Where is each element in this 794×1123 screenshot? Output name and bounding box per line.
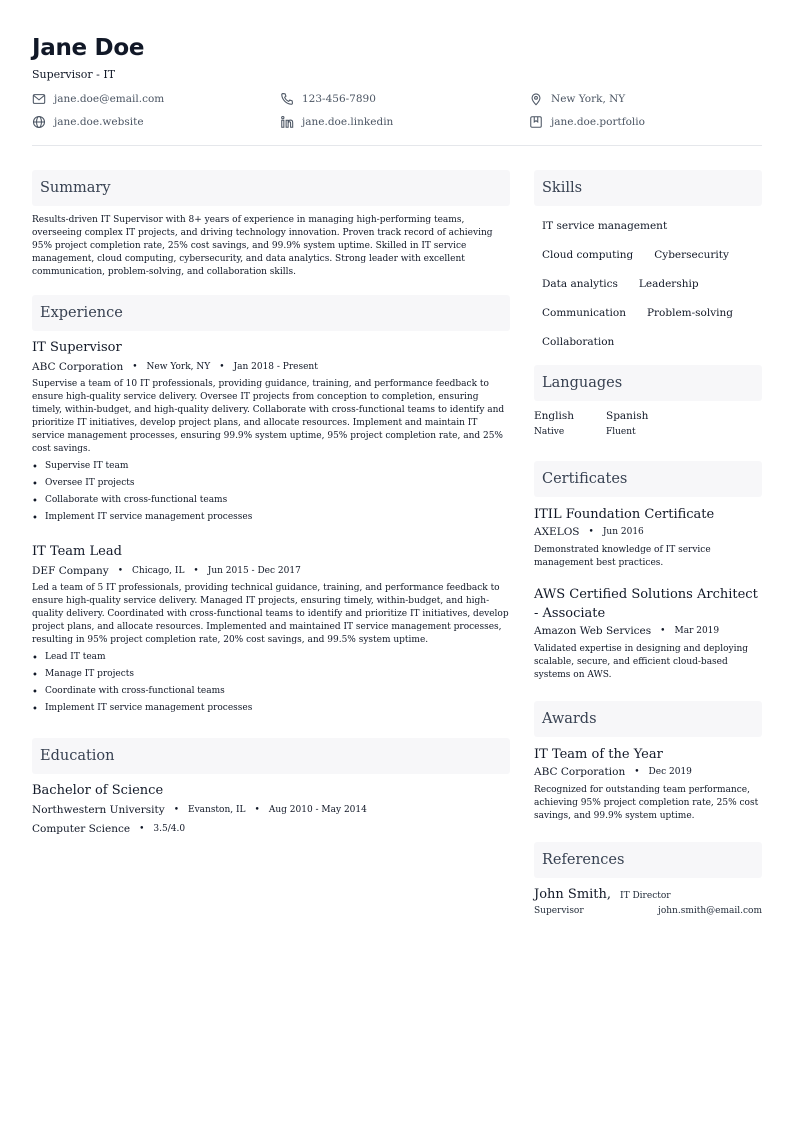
skills-heading: Skills (534, 170, 762, 206)
experience-heading: Experience (32, 295, 510, 331)
company-name: ABC Corporation (32, 361, 124, 373)
certificate-item (534, 585, 762, 682)
skill-tag: Communication (534, 303, 634, 323)
awards-heading: Awards (534, 701, 762, 737)
language-item (534, 410, 574, 437)
list-item: • Implement IT service management processes (32, 702, 510, 715)
school-location: Evanston, IL (188, 805, 246, 815)
certificates-heading: Certificates (534, 461, 762, 497)
award-description: Recognized for outstanding team performance, achieving 95% project completion rate, 25% cost savings, and 99.9% system uptime. (534, 785, 759, 821)
experience-item (32, 544, 510, 719)
certificate-item (534, 505, 762, 570)
language-name: Spanish (606, 410, 649, 422)
skill-tag: IT service management (534, 216, 675, 236)
job-dates: Jun 2015 - Dec 2017 (207, 566, 301, 576)
school-name: Northwestern University (32, 804, 165, 816)
language-name: English (534, 410, 575, 422)
education-item (32, 783, 510, 835)
language-item (606, 410, 648, 437)
separator-dot: • (634, 767, 640, 777)
reference-item (534, 887, 762, 916)
language-level: Fluent (606, 427, 636, 437)
education-heading: Education (32, 738, 510, 774)
award-item (534, 745, 762, 823)
education-dates: Aug 2010 - May 2014 (268, 805, 367, 815)
skills-list (534, 214, 762, 359)
reference-email[interactable]: john.smith@email.com (658, 906, 762, 916)
list-item: • Collaborate with cross-functional teams (32, 494, 510, 507)
separator-dot: • (254, 805, 260, 815)
skill-tag: Collaboration (534, 332, 622, 352)
contact-location: New York, NY (529, 92, 625, 106)
certificate-description: Validated expertise in designing and deploying scalable, secure, and efficient cloud-based systems on AWS. (534, 644, 749, 680)
field-of-study: Computer Science (32, 823, 131, 835)
award-meta (534, 766, 762, 778)
separator-dot: • (588, 527, 594, 537)
job-meta (32, 361, 510, 373)
contact-website[interactable]: jane.doe.website (32, 115, 144, 129)
references-heading: References (534, 842, 762, 878)
separator-dot: • (173, 805, 179, 815)
list-item: • Coordinate with cross-functional teams (32, 685, 510, 698)
job-title: IT Supervisor (32, 340, 122, 355)
certificate-title: ITIL Foundation Certificate (534, 507, 715, 522)
award-title: IT Team of the Year (534, 747, 663, 762)
header-divider (32, 145, 762, 146)
candidate-name: Jane Doe (32, 35, 145, 61)
reference-title: IT Director (620, 891, 671, 901)
separator-dot: • (139, 824, 145, 834)
reference-name: John Smith, (534, 887, 612, 902)
separator-dot: • (132, 362, 138, 372)
list-item: • Supervise IT team (32, 460, 510, 473)
contact-linkedin[interactable]: jane.doe.linkedin (280, 115, 393, 129)
award-issuer: ABC Corporation (534, 766, 626, 778)
skill-tag: Data analytics (534, 274, 626, 294)
degree: Bachelor of Science (32, 783, 164, 798)
mail-icon (32, 92, 46, 106)
job-description: Supervise a team of 10 IT professionals, providing guidance, training, and performance feedback to ensure high-quality service delivery. Oversee IT projects from conception to completion, ensuring timely, within-budget, and high-quality delivery. Collaborate with cross-functional teams to identify and prioritize IT initiatives, develop project plans, and allocate resources. Implement and maintain IT service management processes, ensuring 99.9% system uptime, 95% project completion rate, and 25% cost savings. (32, 379, 505, 454)
globe-icon (32, 115, 46, 129)
education-field-meta (32, 823, 510, 835)
resume-header (32, 33, 762, 128)
list-item: • Manage IT projects (32, 668, 510, 681)
skill-tag: Cloud computing (534, 245, 641, 265)
contact-portfolio[interactable]: jane.doe.portfolio (529, 115, 645, 129)
skill-tag: Leadership (631, 274, 707, 294)
company-name: DEF Company (32, 565, 109, 577)
certificate-description: Demonstrated knowledge of IT service management best practices. (534, 545, 711, 568)
languages-heading: Languages (534, 365, 762, 401)
separator-dot: • (219, 362, 225, 372)
separator-dot: • (193, 566, 199, 576)
separator-dot: • (660, 626, 666, 636)
experience-item (32, 340, 510, 528)
summary-heading: Summary (32, 170, 510, 206)
job-bullets (32, 651, 510, 715)
certificate-issuer: AXELOS (534, 526, 580, 538)
certificate-meta (534, 526, 762, 538)
job-bullets (32, 460, 510, 524)
portfolio-icon (529, 115, 543, 129)
phone-icon (280, 92, 294, 106)
job-description: Led a team of 5 IT professionals, providing technical guidance, training, and performance feedback to ensure high-quality service delivery. Managed IT projects, ensuring timely, within-budget, and high-quality delivery. Coordinated with cross-functional teams to identify and prioritize IT initiatives, develop project plans, and allocate resources. Implemented and maintained IT service management processes, resulting in 95% project completion rate, 20% cost savings, and 99.5% system uptime. (32, 583, 509, 645)
list-item: • Lead IT team (32, 651, 510, 664)
job-location: Chicago, IL (132, 566, 185, 576)
linkedin-icon (280, 115, 294, 129)
reference-details (534, 906, 762, 916)
certificate-meta (534, 625, 762, 637)
certificate-issuer: Amazon Web Services (534, 625, 652, 637)
contact-list (32, 92, 762, 132)
reference-relation: Supervisor (534, 906, 584, 916)
education-meta (32, 804, 510, 816)
contact-email[interactable]: jane.doe@email.com (32, 92, 164, 106)
job-dates: Jan 2018 - Present (233, 362, 318, 372)
list-item: • Oversee IT projects (32, 477, 510, 490)
location-pin-icon (529, 92, 543, 106)
job-location: New York, NY (146, 362, 211, 372)
separator-dot: • (117, 566, 124, 576)
list-item: • Implement IT service management processes (32, 511, 510, 524)
gpa: 3.5/4.0 (153, 824, 186, 834)
candidate-role: Supervisor - IT (32, 68, 116, 81)
job-meta (32, 565, 510, 577)
skill-tag: Cybersecurity (646, 245, 737, 265)
summary-text: Results-driven IT Supervisor with 8+ years of experience in managing high-performing teams, overseeing complex IT projects, and driving technology innovation. Proven track record of achieving 95% project completion rate, 25% cost savings, and 99.9% system uptime. Skilled in IT service management, cloud computing, cybersecurity, and data analytics. Strong leader with excellent communication, problem-solving, and collaboration skills. (32, 215, 493, 277)
certificate-title: AWS Certified Solutions Architect - Associate (534, 587, 758, 621)
certificate-date: Mar 2019 (674, 626, 720, 636)
skill-tag: Problem-solving (639, 303, 741, 323)
language-level: Native (534, 427, 565, 437)
contact-phone[interactable]: 123-456-7890 (280, 92, 376, 106)
job-title: IT Team Lead (32, 544, 122, 559)
certificate-date: Jun 2016 (602, 527, 644, 537)
reference-name-row (534, 887, 762, 902)
award-date: Dec 2019 (648, 767, 692, 777)
